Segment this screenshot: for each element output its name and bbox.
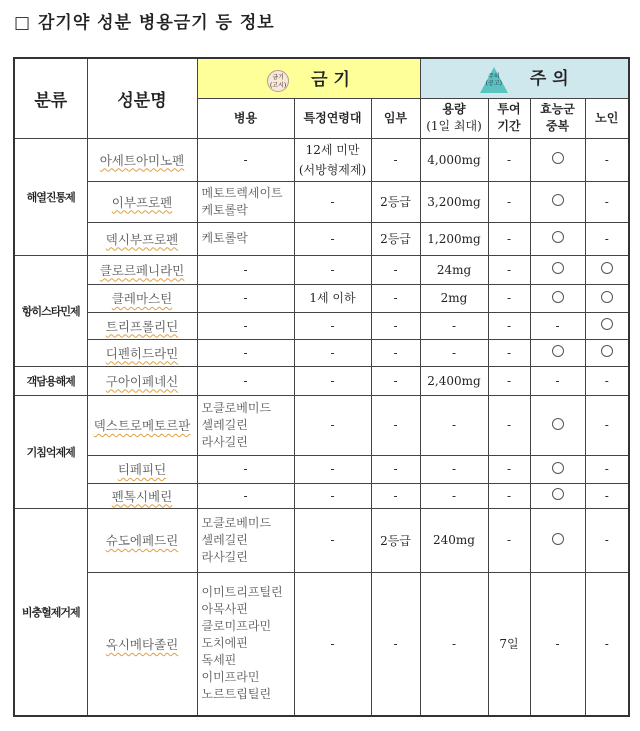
pregnancy-cell: - (371, 339, 420, 366)
header-ingredient: 성분명 (87, 58, 197, 138)
elder-cell (585, 255, 629, 284)
dup-cell (530, 339, 585, 366)
header-dose: 용량 (1일 최대) (420, 98, 488, 138)
ingredient-cell: 티페피딘 (87, 455, 197, 483)
combo-cell: - (197, 312, 294, 339)
circle-mark-icon (552, 262, 564, 274)
combo-cell: - (197, 339, 294, 366)
header-duplicate: 효능군 중복 (530, 98, 585, 138)
pregnancy-cell: 2등급 (371, 181, 420, 222)
dose-cell: 240mg (420, 508, 488, 572)
dup-cell (530, 483, 585, 508)
dose-cell: - (420, 312, 488, 339)
combo-cell: 메토트렉세이트 케토롤락 (197, 181, 294, 222)
table-row (14, 483, 629, 508)
period-cell: - (488, 366, 530, 395)
dup-cell (530, 395, 585, 455)
combo-cell: - (197, 284, 294, 312)
ingredient-cell: 슈도에페드린 (87, 508, 197, 572)
header-caution-label: 주 의 (529, 69, 569, 89)
elder-cell (585, 312, 629, 339)
elder-cell: - (585, 222, 629, 255)
header-pregnancy: 임부 (371, 98, 420, 138)
combo-cell: - (197, 366, 294, 395)
dose-cell: 3,200mg (420, 181, 488, 222)
dup-cell (530, 255, 585, 284)
category-cell: 비충혈제거제 (14, 508, 87, 716)
ingredient-cell: 이부프로펜 (87, 181, 197, 222)
combo-cell: 모클로베미드 셀레길린 라사길린 (197, 395, 294, 455)
dose-cell: - (420, 395, 488, 455)
elder-cell: - (585, 395, 629, 455)
dup-cell (530, 455, 585, 483)
pregnancy-cell: - (371, 138, 420, 181)
age-cell: - (294, 572, 371, 716)
pregnancy-cell: - (371, 312, 420, 339)
dup-cell: - (530, 572, 585, 716)
table-row (14, 455, 629, 483)
table-row (14, 284, 629, 312)
elder-cell: - (585, 138, 629, 181)
table-row (14, 138, 629, 181)
table-row (14, 508, 629, 572)
category-cell: 객담용해제 (14, 366, 87, 395)
pregnancy-cell: - (371, 395, 420, 455)
period-cell: - (488, 312, 530, 339)
table-row (14, 395, 629, 455)
dup-cell (530, 222, 585, 255)
age-cell: - (294, 255, 371, 284)
dose-cell: 1,200mg (420, 222, 488, 255)
circle-mark-icon (552, 345, 564, 357)
combo-cell: - (197, 138, 294, 181)
circle-mark-icon (601, 345, 613, 357)
period-cell: - (488, 339, 530, 366)
ingredient-cell: 트리프롤리딘 (87, 312, 197, 339)
page-title: □ 감기약 성분 병용금기 등 정보 (14, 13, 275, 33)
period-cell: - (488, 508, 530, 572)
period-cell: - (488, 284, 530, 312)
age-cell: - (294, 339, 371, 366)
age-cell: - (294, 483, 371, 508)
dose-cell: 24mg (420, 255, 488, 284)
ingredient-cell: 옥시메타졸린 (87, 572, 197, 716)
elder-cell: - (585, 483, 629, 508)
pregnancy-cell: 2등급 (371, 508, 420, 572)
age-cell: - (294, 508, 371, 572)
header-caution (420, 58, 629, 98)
dup-cell (530, 508, 585, 572)
age-cell: - (294, 222, 371, 255)
ingredient-cell: 디펜히드라민 (87, 339, 197, 366)
elder-cell: - (585, 181, 629, 222)
dose-cell: 2mg (420, 284, 488, 312)
table-row (14, 366, 629, 395)
age-cell: - (294, 312, 371, 339)
dose-cell: - (420, 572, 488, 716)
contra-badge-icon: 금기 (고시) (267, 70, 289, 92)
period-cell: - (488, 255, 530, 284)
header-contra (197, 58, 420, 98)
period-cell: - (488, 222, 530, 255)
combo-cell: - (197, 483, 294, 508)
circle-mark-icon (552, 533, 564, 545)
circle-mark-icon (552, 231, 564, 243)
circle-mark-icon (601, 262, 613, 274)
table-row (14, 222, 629, 255)
header-elderly: 노인 (585, 98, 629, 138)
elder-cell: - (585, 455, 629, 483)
category-cell: 해열진통제 (14, 138, 87, 255)
dup-cell (530, 181, 585, 222)
table-row (14, 572, 629, 716)
pregnancy-cell: 2등급 (371, 222, 420, 255)
caution-badge-icon: 주의 (공고) (480, 67, 508, 93)
header-period: 투여 기간 (488, 98, 530, 138)
circle-mark-icon (552, 291, 564, 303)
dup-cell: - (530, 366, 585, 395)
elder-cell (585, 339, 629, 366)
pregnancy-cell: - (371, 284, 420, 312)
circle-mark-icon (552, 194, 564, 206)
circle-mark-icon (552, 152, 564, 164)
pregnancy-cell: - (371, 483, 420, 508)
table-row (14, 255, 629, 284)
dose-cell: 4,000mg (420, 138, 488, 181)
ingredient-cell: 펜톡시베린 (87, 483, 197, 508)
ingredient-cell: 덱시부프로펜 (87, 222, 197, 255)
table-row (14, 181, 629, 222)
circle-mark-icon (552, 418, 564, 430)
age-cell: - (294, 181, 371, 222)
pregnancy-cell: - (371, 572, 420, 716)
period-cell: - (488, 138, 530, 181)
age-cell: - (294, 366, 371, 395)
header-combo: 병용 (197, 98, 294, 138)
ingredient-cell: 구아이페네신 (87, 366, 197, 395)
drug-info-table (13, 57, 630, 717)
dup-cell: - (530, 312, 585, 339)
circle-mark-icon (552, 488, 564, 500)
circle-mark-icon (601, 291, 613, 303)
period-cell: - (488, 395, 530, 455)
age-cell: - (294, 455, 371, 483)
ingredient-cell: 클로르페니라민 (87, 255, 197, 284)
table-row (14, 339, 629, 366)
dose-cell: - (420, 483, 488, 508)
age-cell: - (294, 395, 371, 455)
pregnancy-cell: - (371, 455, 420, 483)
elder-cell: - (585, 508, 629, 572)
ingredient-cell: 아세트아미노펜 (87, 138, 197, 181)
dose-cell: - (420, 455, 488, 483)
circle-mark-icon (601, 318, 613, 330)
table-row (14, 312, 629, 339)
period-cell: 7일 (488, 572, 530, 716)
circle-mark-icon (552, 462, 564, 474)
period-cell: - (488, 455, 530, 483)
category-cell: 항히스타민제 (14, 255, 87, 366)
header-age: 특정연령대 (294, 98, 371, 138)
combo-cell: - (197, 455, 294, 483)
header-contra-label: 금 기 (311, 70, 350, 90)
period-cell: - (488, 181, 530, 222)
dose-cell: - (420, 339, 488, 366)
dup-cell (530, 138, 585, 181)
elder-cell (585, 284, 629, 312)
ingredient-cell: 클레마스틴 (87, 284, 197, 312)
elder-cell: - (585, 572, 629, 716)
combo-cell: - (197, 255, 294, 284)
pregnancy-cell: - (371, 255, 420, 284)
age-cell: 12세 미만 (서방형제제) (294, 138, 371, 181)
dose-cell: 2,400mg (420, 366, 488, 395)
age-cell: 1세 이하 (294, 284, 371, 312)
combo-cell: 케토롤락 (197, 222, 294, 255)
header-category: 분류 (14, 58, 87, 138)
combo-cell: 모클로베미드 셀레길린 라사길린 (197, 508, 294, 572)
combo-cell: 이미트리프틸린 아목사핀 클로미프라민 도치에핀 독세핀 이미프라민 노르트립틸린 (197, 572, 294, 716)
pregnancy-cell: - (371, 366, 420, 395)
dup-cell (530, 284, 585, 312)
category-cell: 기침억제제 (14, 395, 87, 508)
ingredient-cell: 덱스트로메토르판 (87, 395, 197, 455)
period-cell: - (488, 483, 530, 508)
elder-cell: - (585, 366, 629, 395)
